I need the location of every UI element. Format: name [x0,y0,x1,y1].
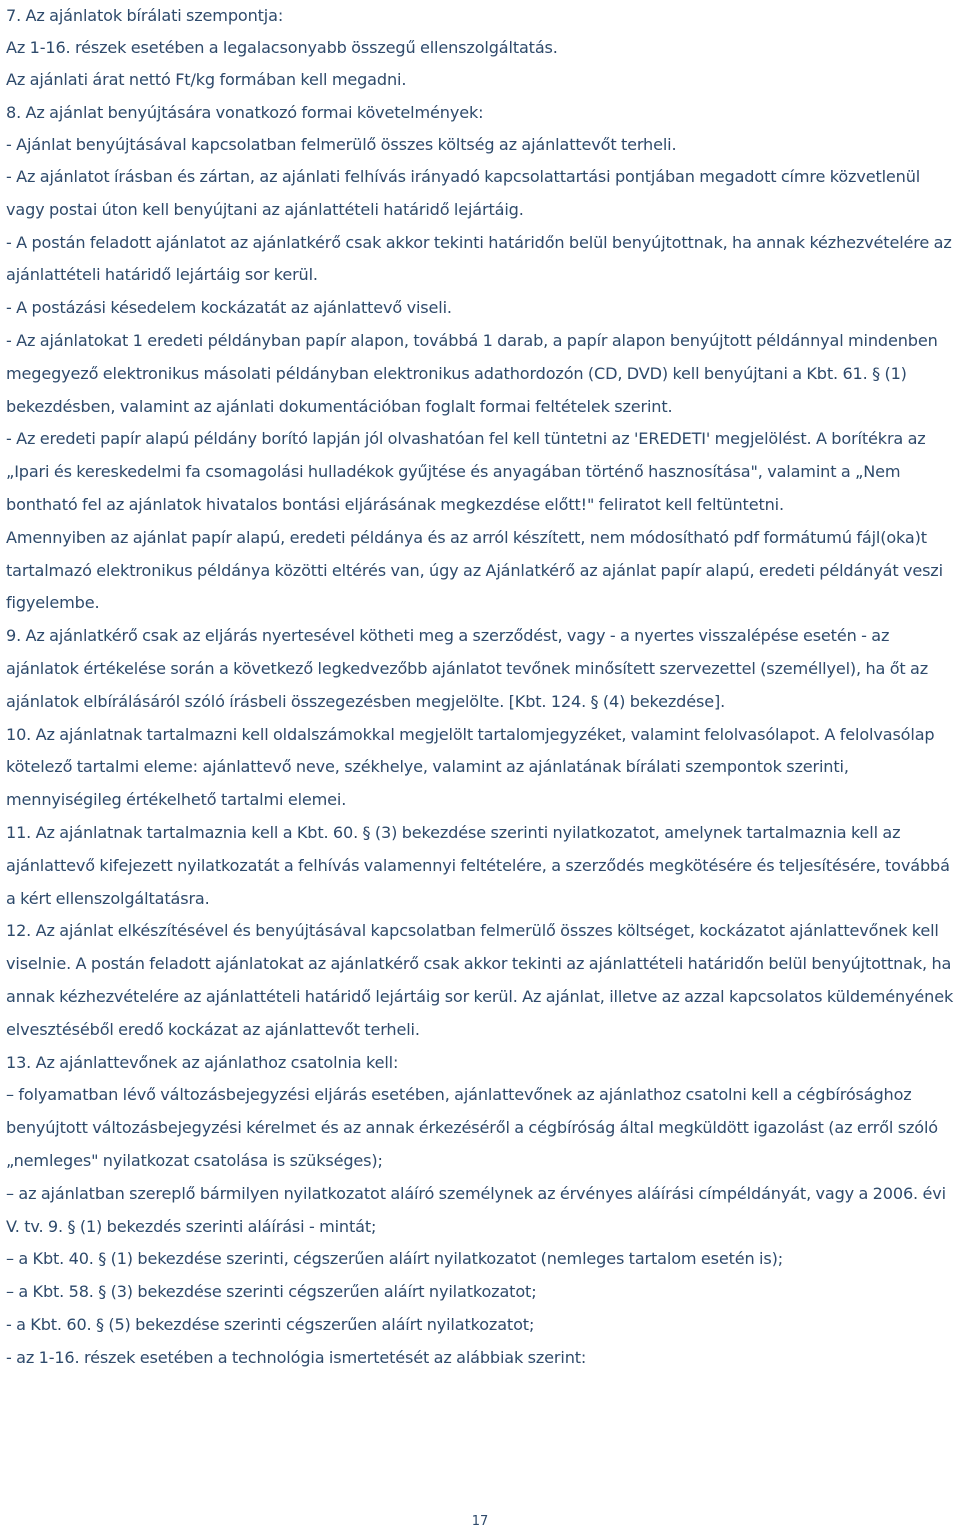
list-item: - Az eredeti papír alapú példány borító lapján jól olvashatóan fel kell tüntetni az 'EREDETI' megjelölést. A borítékra az „Ipari és kereskedelmi fa csomagolási hulladékok gyűjtése és anyagában történő hasznosítása", valamint a „Nem bontható fel az ajánlatok hivatalos bontási eljárásának megkezdése előtt!" feliratot kell feltüntetni. [6,429,926,514]
section-heading-8: 8. Az ajánlat benyújtására vonatkozó formai követelmények: [6,102,484,122]
list-item: - Ajánlat benyújtásával kapcsolatban felmerülő összes költség az ajánlattevőt terheli. [6,134,677,154]
list-item: - A postázási késedelem kockázatát az ajánlattevő viseli. [6,298,452,318]
list-item: – folyamatban lévő változásbejegyzési eljárás esetében, ajánlattevőnek az ajánlathoz csatolni kell a cégbírósághoz benyújtott változásbejegyzési kérelmet és az annak érkezéséről a cégbíróság által megküldött igazolást (az erről szóló „nemleges" nyilatkozat csatolása is szükséges); [6,1085,938,1170]
section-10: 10. Az ajánlatnak tartalmazni kell oldalszámokkal megjelölt tartalomjegyzéket, valamint felolvasólapot. A felolvasólap kötelező tartalmi eleme: ajánlattevő neve, székhelye, valamint az ajánlatának bírálati szempontok szerinti, mennyiségileg értékelhető tartalmi elemei. [6,724,935,810]
page-number: 17 [471,1514,489,1529]
list-item: – a Kbt. 40. § (1) bekezdése szerinti, cégszerűen aláírt nyilatkozatot (nemleges tartalom esetén is); [6,1249,784,1269]
section-11: 11. Az ajánlatnak tartalmaznia kell a Kbt. 60. § (3) bekezdése szerinti nyilatkozatot, amelynek tartalmaznia kell az ajánlattevő kifejezett nyilatkozatát a felhívás valamennyi feltételére, a szerződés megkötésére és teljesítésére, továbbá a kért ellenszolgáltatásra. [6,822,950,908]
paragraph: Amennyiben az ajánlat papír alapú, eredeti példánya és az arról készített, nem módosítható pdf formátumú fájl(oka)t tartalmazó elektronikus példánya közötti eltérés van, úgy az Ajánlatkérő az ajánlat papír alapú, eredeti példányát veszi figyelembe. [6,527,943,613]
paragraph: Az ajánlati árat nettó Ft/kg formában kell megadni. [6,70,407,90]
list-item: - a Kbt. 60. § (5) bekezdése szerinti cégszerűen aláírt nyilatkozatot; [6,1314,535,1334]
section-12: 12. Az ajánlat elkészítésével és benyújtásával kapcsolatban felmerülő összes költséget, kockázatot ajánlattevőnek kell viselnie. A postán feladott ajánlatokat az ajánlatkérő csak akkor tekinti az ajánlattételi határidőn belül benyújtottnak, ha annak kézhezvételére az ajánlattételi határidő lejártáig sor kerül. Az ajánlat, illetve az azzal kapcsolatos küldeményének elvesztéséből eredő kockázat az ajánlattevőt terheli. [6,921,954,1039]
list-item: - Az ajánlatot írásban és zártan, az ajánlati felhívás irányadó kapcsolattartási pontjában megadott címre közvetlenül vagy postai úton kell benyújtani az ajánlattételi határidő lejártáig. [6,167,921,219]
list-item: - A postán feladott ajánlatot az ajánlatkérő csak akkor tekinti határidőn belül benyújtottnak, ha annak kézhezvételére az ajánlattételi határidő lejártáig sor kerül. [6,232,952,285]
section-heading-7: 7. Az ajánlatok bírálati szempontja: [6,6,284,25]
list-item: – az ajánlatban szereplő bármilyen nyilatkozatot aláíró személynek az érvényes aláírási címpéldányát, vagy a 2006. évi V. tv. 9. § (1) bekezdés szerinti aláírási - mintát; [6,1183,946,1236]
section-9: 9. Az ajánlatkérő csak az eljárás nyertesével kötheti meg a szerződést, vagy - a nyertes visszalépése esetén - az ajánlatok értékelése során a következő legkedvezőbb ajánlatot tevőnek minősített szervezettel (személlyel), ha őt az ajánlatok elbírálásáról szóló írásbeli összegezésben megjelölte. [Kbt. 124. § (4) bekezdése]. [6,626,929,711]
list-item: – a Kbt. 58. § (3) bekezdése szerinti cégszerűen aláírt nyilatkozatot; [6,1282,537,1302]
list-item: - Az ajánlatokat 1 eredeti példányban papír alapon, továbbá 1 darab, a papír alapon benyújtott példánnyal mindenben megegyező elektronikus másolati példányban elektronikus adathordozón (CD, DVD) kell benyújtani a Kbt. 61. § (1) bekezdésben, valamint az ajánlati dokumentációban foglalt formai feltételek szerint. [6,331,938,416]
paragraph: Az 1-16. részek esetében a legalacsonyabb összegű ellenszolgáltatás. [6,38,558,58]
document-body [6,0,958,1375]
list-item: - az 1-16. részek esetében a technológia ismertetését az alábbiak szerint: [6,1347,587,1367]
section-heading-13: 13. Az ajánlattevőnek az ajánlathoz csatolnia kell: [6,1052,399,1072]
